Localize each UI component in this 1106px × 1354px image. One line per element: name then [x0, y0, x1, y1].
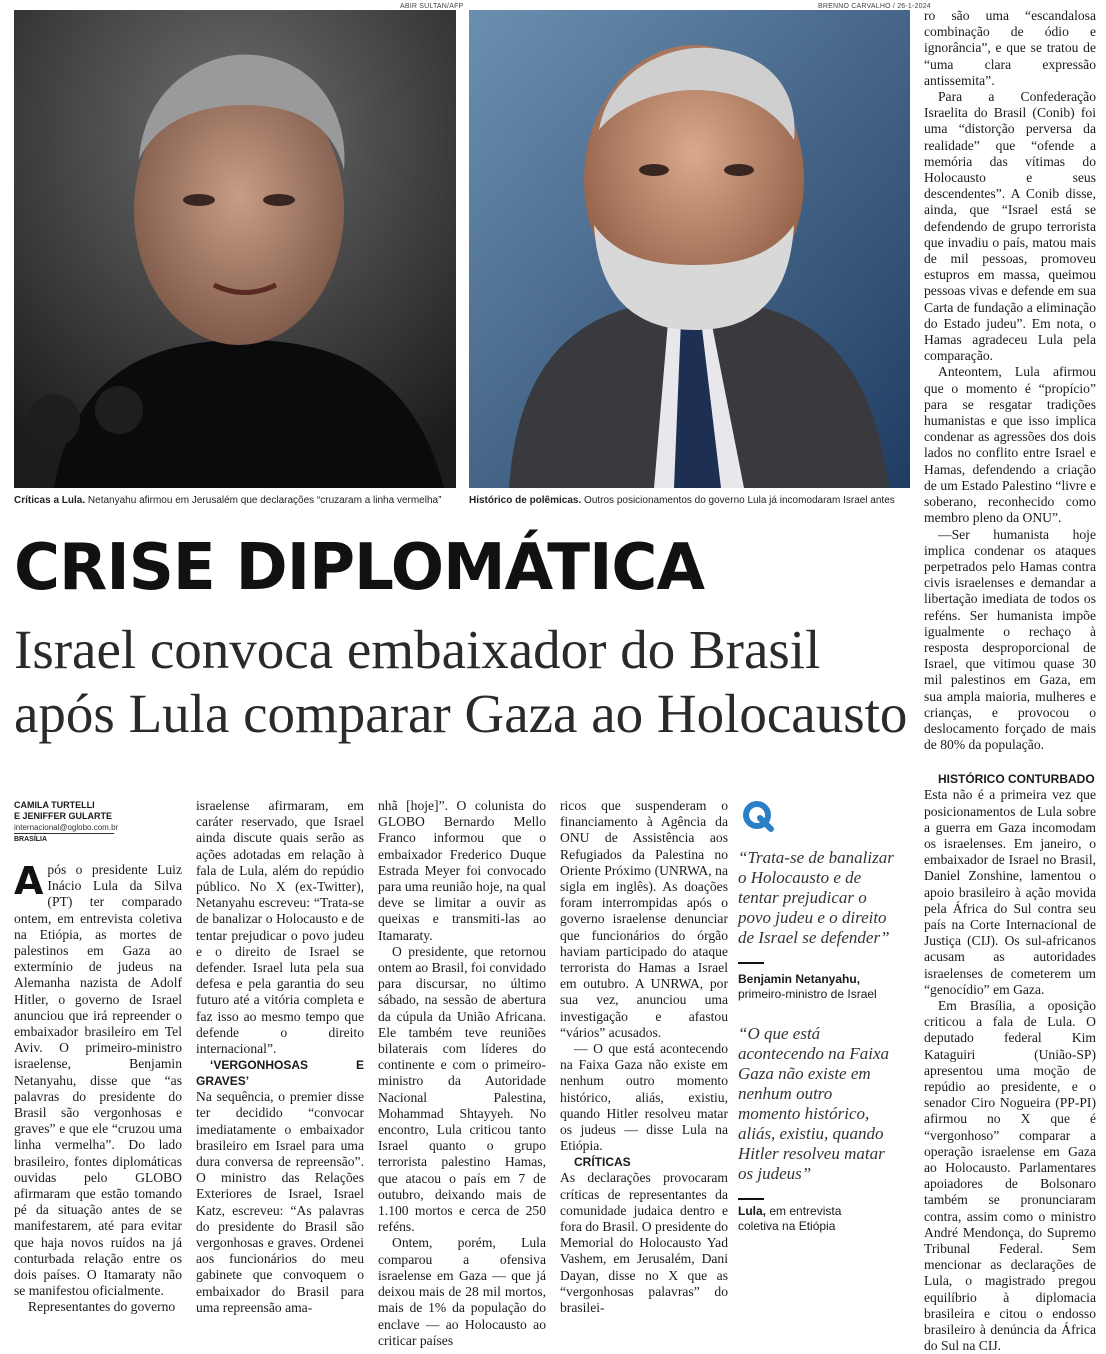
paragraph: As declarações provocaram críticas de representantes da comunidade judaica dentro e fora do Brasil. O presidente do Memorial do Holocausto Yad Vashem, em Jerusalém, Dani Dayan, disse no X que as “vergonhosas palavras” do brasilei- [560, 1170, 728, 1316]
paragraph: O presidente, que retornou ontem ao Brasil, foi convidado para discursar, no último sábado, na sessão de abertura da cúpula da União Africana. Ele também teve reuniões bilaterais com líderes do continente e com o primeiro-ministro da Autoridade Nacional Palestina, Mohammad Shtayyeh. No encontro, Lula criticou tanto Israel quanto o grupo terrorista palestino Hamas, que atacou o país em 7 de outubro, deixando mais de 1.100 mortos e cerca de 250 reféns. [378, 943, 546, 1235]
author-1: CAMILA TURTELLI [14, 800, 95, 810]
headline-line-2: após Lula comparar Gaza ao Holocausto [14, 683, 908, 744]
column-3 [378, 798, 546, 1349]
headline-line-1: Israel convoca embaixador do Brasil [14, 619, 821, 680]
paragraph: Ontem, porém, Lula comparou a ofensiva israelense em Gaza — que já deixou mais de 28 mil mortos, mais de 1% da população do enclave — ao Holocausto ao criticar países [378, 1235, 546, 1348]
column-2 [196, 798, 364, 1316]
paragraph: israelense afirmaram, em caráter reservado, que Israel ainda discute quais serão as ações adotadas em relação à fala de Lula, além do repúdio público. No X (ex-Twitter), Netanyahu escreveu: “Trata-se de banalizar o Holocausto e de tentar prejudicar o povo judeu e o direito de Israel se defender. Israel luta pela sua defesa e pela garantia do seu futuro até a vitória completa e faz isso ao mesmo tempo que defende o direito internacional”. [196, 798, 364, 1057]
netanyahu-role: primeiro-ministro de Israel [738, 987, 877, 1001]
paragraph: nhã [hoje]”. O colunista do GLOBO Bernardo Mello Franco informou que o embaixador Frederico Duque Estrada Meyer foi convocado para uma reunião hoje, na qual deve se limitar a ouvir as queixas e transmiti-las ao Itamaraty. [378, 798, 546, 943]
subhead-historico: HISTÓRICO CONTURBADO [938, 772, 1095, 787]
author-2: E JENIFFER GULARTE [14, 811, 113, 821]
left-caption-text: Netanyahu afirmou em Jerusalém que declarações “cruzaram a linha vermelha” [87, 495, 442, 506]
subhead-vergonhosas: ‘VERGONHOSAS E GRAVES’ [196, 1058, 364, 1089]
paragraph: ricos que suspenderam o financiamento à Agência da ONU de Assistência aos Refugiados da Palestina no Oriente Próximo (UNRWA, na sigla em inglês). As doações foram interrompidas após o governo israelense denunciar que funcionários do órgão haviam participado do ataque terrorista do Hamas a Israel em outubro. A UNRWA, por sua vez, anunciou uma investigação e afastou “vários” acusados. [560, 798, 728, 1040]
quote-rule [738, 962, 764, 964]
lula-attribution [738, 1198, 898, 1234]
right-caption-text: Outros posicionamentos do governo Lula já incomodaram Israel antes [584, 495, 895, 506]
paragraph: Na sequência, o premier disse ter decidido “convocar imediatamente o embaixador brasileiro em Israel para uma dura conversa de repreensão”. O ministro das Relações Exteriores de Israel, Israel Katz, escreveu: “As palavras do presidente do Brasil são vergonhosas e graves. Ordenei aos funcionários do meu gabinete que convoquem o embaixador do Brasil para uma repreensão ama- [196, 1089, 364, 1315]
pull-quotes [738, 848, 898, 1234]
headline [14, 618, 914, 746]
netanyahu-attribution [738, 962, 898, 1002]
right-photo-caption [469, 494, 895, 507]
paragraph: Esta não é a primeira vez que posicionamentos de Lula sobre a guerra em Gaza incomodam os israelenses. Em janeiro, o embaixador de Israel no Brasil, Daniel Zonshine, lamentou o apoio brasileiro à ação movida pela África do Sul contra seu país na Corte Internacional de Justiça (CIJ). Os sul-africanos acusam as autoridades israelenses de cometerem um “genocídio” em Gaza. [924, 787, 1096, 997]
left-caption-lead: Críticas a Lula. [14, 495, 86, 506]
column-6 [924, 8, 1096, 1354]
paragraph: Anteontem, Lula afirmou que o momento é “propício” para se resgatar tradições humanistas e que isso implica condenar as agressões dos dois lados no conflito entre Israel e Hamas, defendendo a criação de um Estado Palestino “livre e soberano, reconhecido como membro pleno da ONU”. [924, 364, 1096, 526]
drop-cap: A [14, 859, 44, 903]
paragraph: — O que está acontecendo na Faixa Gaza não existe em nenhum outro momento histórico, aliás, existiu, quando Hitler resolveu matar os judeus — disse Lula na Etiópia. [560, 1041, 728, 1154]
netanyahu-quote: “Trata-se de banalizar o Holocausto e de tentar prejudicar o povo judeu e o direito de Israel se defender” [738, 848, 894, 947]
paragraph: Em Brasília, a oposição criticou a fala de Lula. O deputado federal Kim Kataguiri (União-SP) apresentou uma moção de repúdio ao presidente, e o senador Ciro Nogueira (PP-PI) afirmou no X que é “vergonhoso” comparar a operação israelense em Gaza ao Holocausto. Parlamentares apoiadores de Bolsonaro também se pronunciaram contra, assim como o ministro André Mendonça, do Supremo Tribunal Federal. Sem mencionar as declarações de Lula, o magistrado pregou equilíbrio à diplomacia brasileira e citou o endosso brasileiro à denúncia da África do Sul na CIJ. [924, 997, 1096, 1354]
lula-photo [469, 10, 910, 488]
lead-text: pós o presidente Luiz Inácio Lula da Silva (PT) ter comparado ontem, em entrevista coletiva na Etiópia, as mortes de palestinos em Gaza ao extermínio de judeus na Alemanha nazista de Adolf Hitler, o governo de Israel anunciou que irá repreender o embaixador brasileiro em Tel Aviv. O primeiro-ministro israelense, Benjamin Netanyahu, disse que “as palavras do presidente do Brasil são vergonhosas e graves” e que ele “cruzou uma linha vermelha”. Do lado brasileiro, fontes diplomáticas ouvidas pelo GLOBO afirmaram que estão tomando pé da situação antes de se manifestarem, até para evitar que haja novos ruídos na já conturbada relação entre os dois países. O Itamaraty não se manifestou oficialmente. [14, 862, 182, 1299]
paragraph: ro são uma “escandalosa combinação de ódio e ignorância”, e que se tratou de “uma clara expressão antissemita”. [924, 8, 1096, 88]
dateline-city: BRASÍLIA [14, 836, 48, 843]
right-photo-credit: BRENNO CARVALHO / 26-1-2024 [818, 3, 931, 10]
column-4 [560, 798, 728, 1316]
lula-attribution-text [738, 1204, 848, 1234]
subhead-criticas: CRÍTICAS [574, 1155, 631, 1170]
lead-paragraph [14, 859, 182, 1299]
paragraph: Representantes do governo [28, 1299, 176, 1315]
author-email[interactable]: internacional@oglobo.com.br [14, 823, 119, 832]
byline [14, 800, 119, 845]
lula-role: em entrevista coletiva na Etiópia [738, 1204, 842, 1233]
quote-icon [742, 800, 774, 832]
right-caption-lead: Histórico de polêmicas. [469, 495, 582, 506]
left-photo-credit: ABIR SULTAN/AFP [400, 3, 464, 10]
paragraph: —Ser humanista hoje implica condenar os ataques perpetrados pelo Hamas contra civis israelenses e demandar a libertação imediata de todos os reféns. Ser humanista impõe igualmente o rechaço à resposta desproporcional de Israel, que vitimou quase 30 mil palestinos em Gaza, em sua ampla maioria, mulheres e crianças, e provocou o deslocamento forçado de mais de 80% da população. [924, 526, 1096, 753]
lula-quote: “O que está acontecendo na Faixa Gaza não existe em nenhum outro momento histórico, aliás, existiu, quando Hitler resolveu matar os judeus” [738, 1024, 890, 1183]
quote-rule [738, 1198, 764, 1200]
netanyahu-photo [14, 10, 456, 488]
netanyahu-name: Benjamin Netanyahu, [738, 972, 861, 986]
left-photo-caption [14, 494, 441, 507]
column-1 [14, 859, 182, 1316]
paragraph: Para a Confederação Israelita do Brasil (Conib) foi uma “distorção perversa da realidade” que “ofende a memória das vítimas do Holocausto e seus descendentes”. A Conib disse, ainda, que “Israel está se defendendo de grupo terrorista que invadiu o país, matou mais de mil pessoas, promoveu estupros em massa, queimou pessoas vivas e defende em sua Carta de fundação a eliminação do Estado judeu”. Em nota, o Hamas agradeceu Lula pela comparação. [924, 89, 1096, 364]
kicker: CRISE DIPLOMÁTICA [14, 531, 705, 605]
lula-name: Lula, [738, 1204, 767, 1218]
